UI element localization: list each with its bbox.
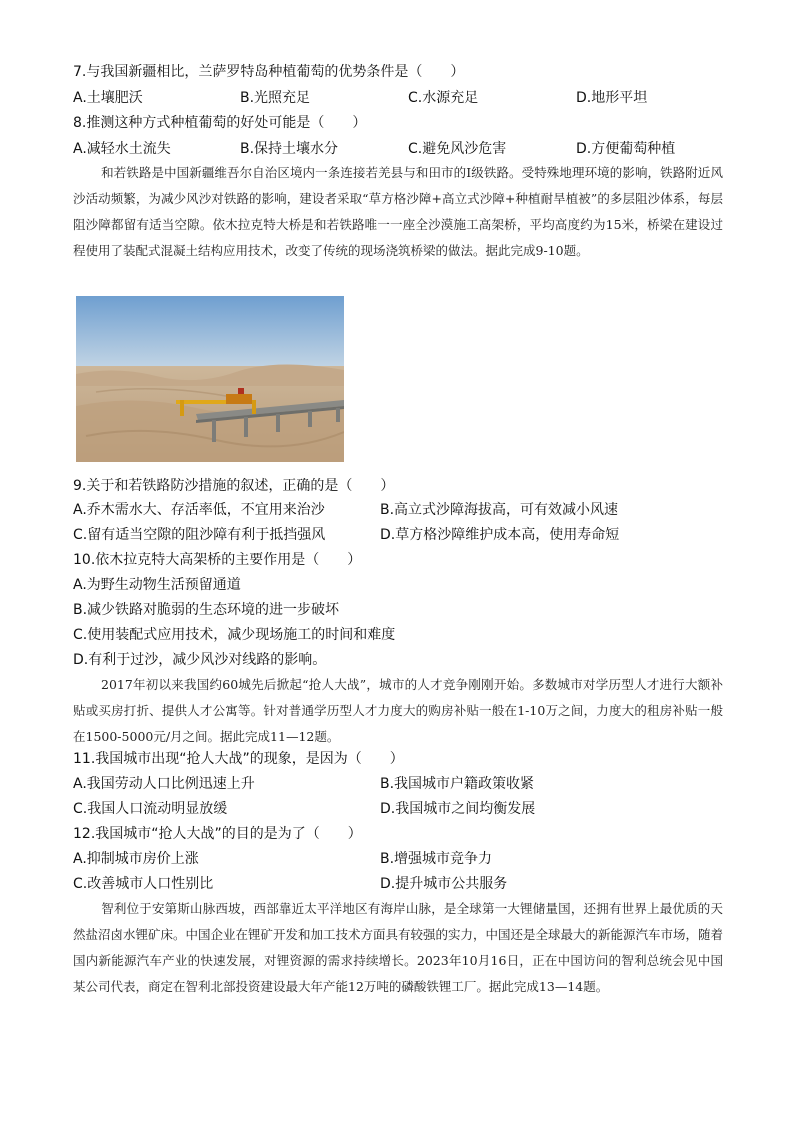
q11-option-c: C.我国人口流动明显放缓 bbox=[73, 801, 228, 817]
q12-option-c: C.改善城市人口性别比 bbox=[73, 876, 214, 892]
question-7-stem: 7.与我国新疆相比，兰萨罗特岛种植葡萄的优势条件是（ ） bbox=[73, 64, 465, 80]
q8-option-d: D.方便葡萄种植 bbox=[576, 141, 676, 157]
q9-option-c: C.留有适当空隙的阻沙障有利于抵挡强风 bbox=[73, 527, 326, 543]
q12-option-b: B.增强城市竞争力 bbox=[380, 851, 493, 867]
passage-9-10 bbox=[73, 160, 723, 264]
bridge-photo bbox=[76, 296, 344, 462]
q7-option-a: A.土壤肥沃 bbox=[73, 90, 143, 106]
q7-option-c: C.水源充足 bbox=[408, 90, 479, 106]
passage-11-12-text: 2017年初以来我国约60城先后掀起“抢人大战”，城市的人才竞争刚刚开始。多数城市对学历型人才进行大额补贴或买房打折、提供人才公寓等。针对普通学历型人才力度大的购房补贴一般在1-10万之间，力度大的租房补贴一般在1500-5000元/月之间。据此完成11—12题。 bbox=[73, 677, 723, 744]
question-12-stem: 12.我国城市“抢人大战”的目的是为了（ ） bbox=[73, 826, 362, 842]
question-9-stem: 9.关于和若铁路防沙措施的叙述，正确的是（ ） bbox=[73, 478, 395, 494]
question-8-stem: 8.推测这种方式种植葡萄的好处可能是（ ） bbox=[73, 115, 367, 131]
passage-13-14 bbox=[73, 896, 723, 1000]
question-10-stem: 10.依木拉克特大高架桥的主要作用是（ ） bbox=[73, 552, 362, 568]
q8-option-a: A.减轻水土流失 bbox=[73, 141, 171, 157]
passage-11-12 bbox=[73, 672, 723, 750]
q9-option-a: A.乔木需水大、存活率低，不宜用来治沙 bbox=[73, 502, 325, 518]
passage-13-14-text: 智利位于安第斯山脉西坡，西部靠近太平洋地区有海岸山脉，是全球第一大锂储量国，还拥有世界上最优质的天然盐沼卤水锂矿床。中国企业在锂矿开发和加工技术方面具有较强的实力，中国还是全球最大的新能源汽车市场，随着国内新能源汽车产业的快速发展，对锂资源的需求持续增长。2023年10月16日，正在中国访问的智利总统会见中国某公司代表，商定在智利北部投资建设最大年产能12万吨的磷酸铁锂工厂。据此完成13—14题。 bbox=[73, 901, 724, 994]
q11-option-b: B.我国城市户籍政策收紧 bbox=[380, 776, 535, 792]
question-11-stem: 11.我国城市出现“抢人大战”的现象，是因为（ ） bbox=[73, 751, 404, 767]
q10-option-c: C.使用装配式应用技术，减少现场施工的时间和难度 bbox=[73, 627, 396, 643]
q12-option-d: D.提升城市公共服务 bbox=[380, 876, 508, 892]
q12-option-a: A.抑制城市房价上涨 bbox=[73, 851, 199, 867]
q7-option-d: D.地形平坦 bbox=[576, 90, 648, 106]
q7-option-b: B.光照充足 bbox=[240, 90, 311, 106]
q10-option-a: A.为野生动物生活预留通道 bbox=[73, 577, 241, 593]
q11-option-a: A.我国劳动人口比例迅速上升 bbox=[73, 776, 255, 792]
q10-option-d: D.有利于过沙，减少风沙对线路的影响。 bbox=[73, 652, 327, 668]
q9-option-b: B.高立式沙障海拔高，可有效减小风速 bbox=[380, 502, 619, 518]
q10-option-b: B.减少铁路对脆弱的生态环境的进一步破坏 bbox=[73, 602, 340, 618]
q8-option-b: B.保持土壤水分 bbox=[240, 141, 339, 157]
passage-9-10-text: 和若铁路是中国新疆维吾尔自治区境内一条连接若羌县与和田市的Ⅰ级铁路。受特殊地理环境的影响，铁路附近风沙活动频繁，为减少风沙对铁路的影响，建设者采取“草方格沙障+高立式沙障+种植耐旱植被”的多层阻沙体系，每层阻沙障都留有适当空隙。依木拉克特大桥是和若铁路唯一一座全沙漠施工高架桥，平均高度约为15米，桥梁在建设过程使用了装配式混凝土结构应用技术，改变了传统的现场浇筑桥梁的做法。据此完成9-10题。 bbox=[73, 165, 723, 258]
q8-option-c: C.避免风沙危害 bbox=[408, 141, 507, 157]
q9-option-d: D.草方格沙障维护成本高，使用寿命短 bbox=[380, 527, 620, 543]
q11-option-d: D.我国城市之间均衡发展 bbox=[380, 801, 536, 817]
